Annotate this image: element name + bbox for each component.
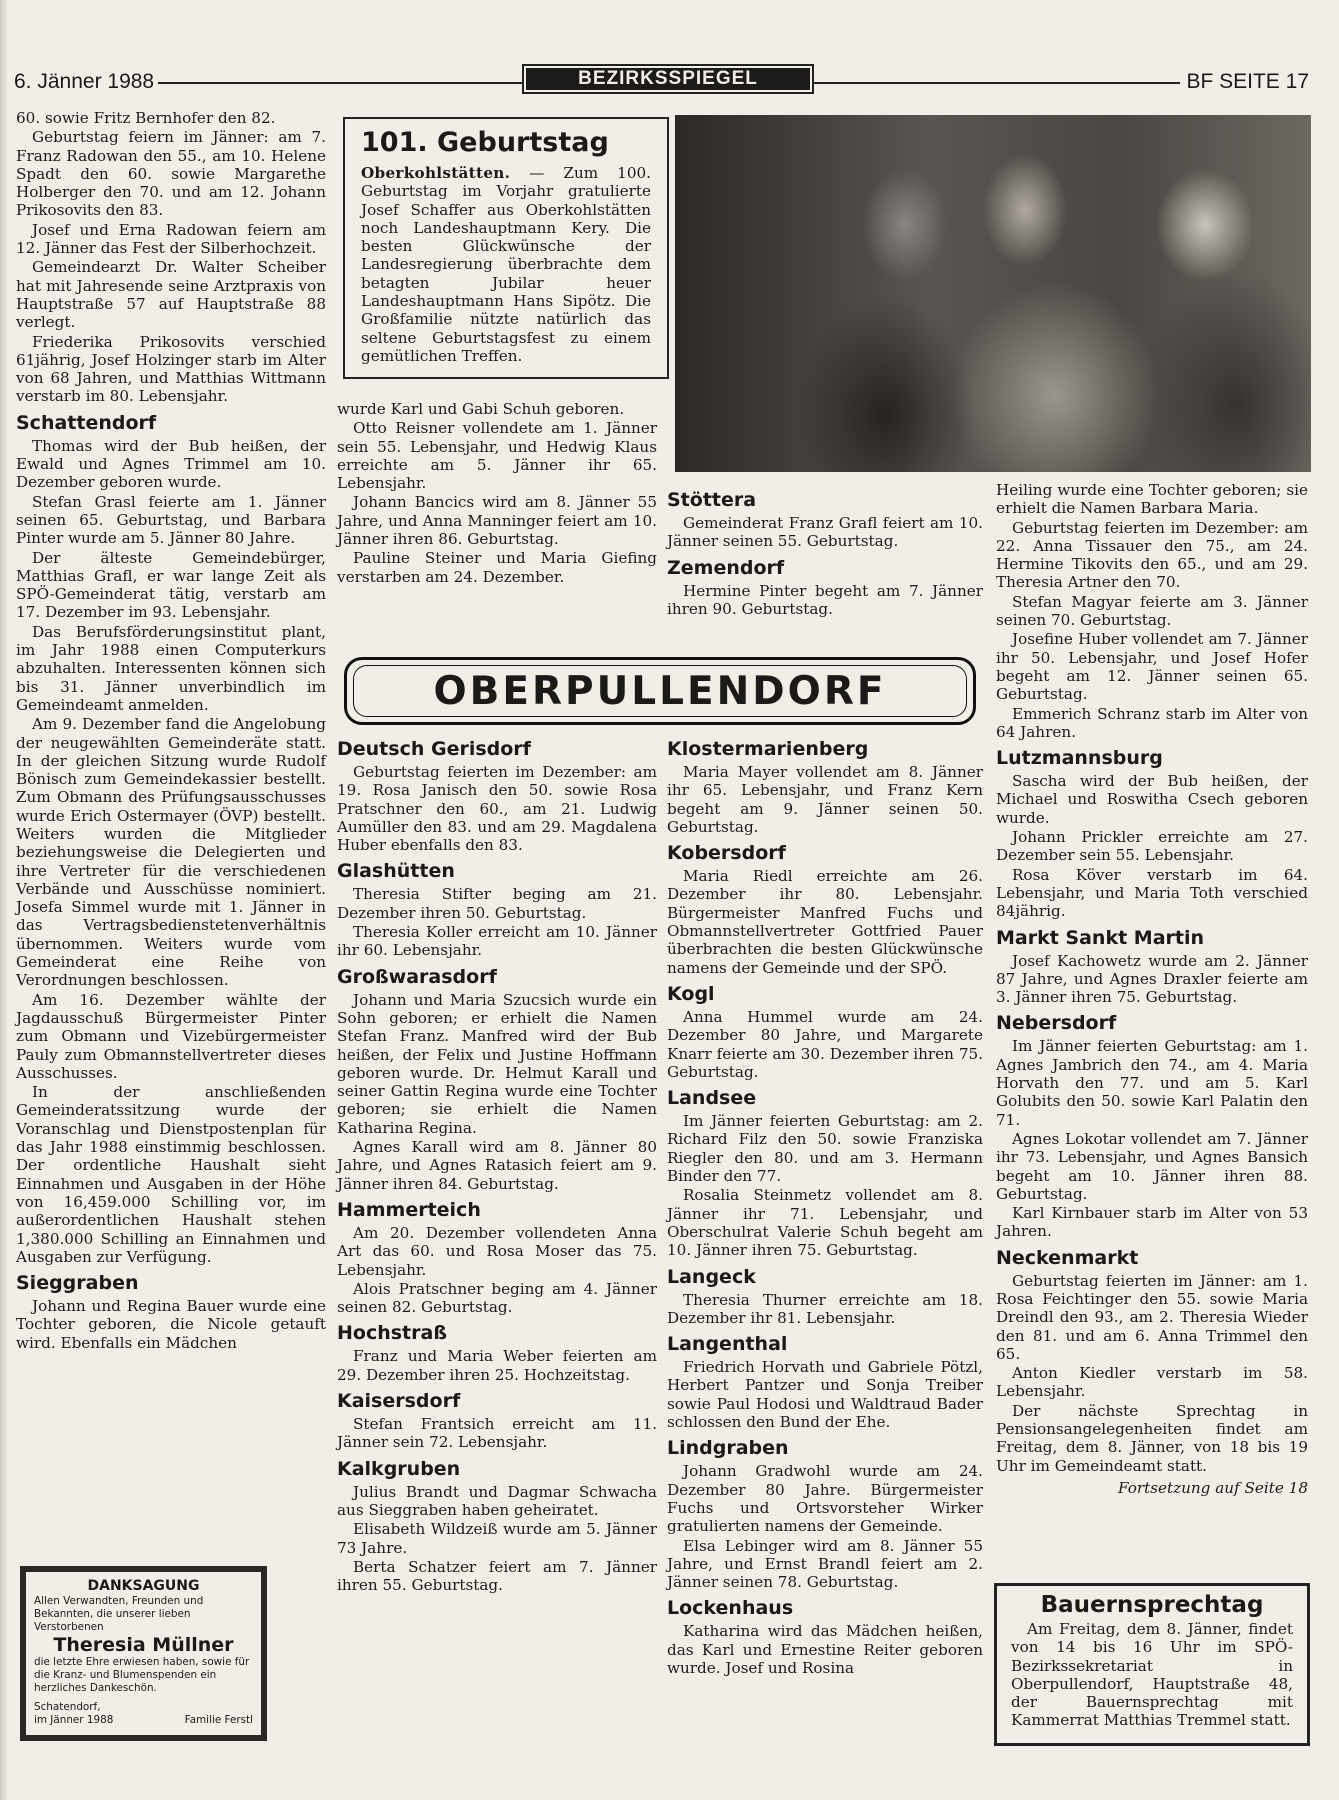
paragraph: Der älteste Gemeindebürger, Matthias Grafl, er war lange Zeit als SPÖ-Gemeinderat tätig, verstarb am 17. Dezember im 93. Lebensjahr. [16, 548, 326, 622]
paragraph: Im Jänner feierten Geburtstag: am 2. Richard Filz den 50. sowie Franziska Riegler den 80. und am 3. Hermann Binder den 77. [667, 1112, 983, 1186]
paragraph: Friedrich Horvath und Gabriele Pötzl, Herbert Pantzer und Sonja Treiber sowie Paul Hodosi und Waldtraud Bader schlossen den Bund der Ehe. [667, 1358, 983, 1432]
paragraph: Gemeindearzt Dr. Walter Scheiber hat mit Jahresende seine Arztpraxis von Hauptstraße 57 auf Hauptstraße 88 verlegt. [16, 258, 326, 332]
paragraph: Berta Schatzer feiert am 7. Jänner ihren 55. Geburtstag. [337, 1557, 657, 1595]
paragraph: Julius Brandt und Dagmar Schwacha aus Sieggraben haben geheiratet. [337, 1482, 657, 1519]
danksagung-notice [20, 1566, 267, 1741]
paragraph: Karl Kirnbauer starb im Alter von 53 Jahren. [996, 1204, 1308, 1241]
paragraph: Pauline Steiner und Maria Giefing verstarben am 24. Dezember. [337, 549, 657, 586]
paragraph: Im Jänner feierten Geburtstag: am 1. Agnes Jambrich den 74., am 4. Maria Horvath den 77. und am 5. Karl Golubits den 50. sowie Karl Palatin den 71. [996, 1037, 1308, 1129]
place-heading: Kaisersdorf [337, 1390, 461, 1413]
notice-intro: Allen Verwandten, Freunden und Bekannten, die unserer lieben Verstorbenen [34, 1595, 204, 1633]
column-3-top [667, 483, 983, 619]
place-heading: Lindgraben [667, 1437, 789, 1460]
paragraph: Stefan Magyar feierte am 3. Jänner seinen 70. Geburtstag. [996, 592, 1308, 630]
paragraph: Alois Pratschner beging am 4. Jänner seinen 82. Geburtstag. [337, 1279, 657, 1317]
paragraph: Der nächste Sprechtag in Pensionsangelegenheiten findet am Freitag, dem 8. Jänner, von 18 bis 19 Uhr im Gemeindeamt statt. [996, 1401, 1308, 1475]
paragraph: Theresia Koller erreicht am 10. Jänner ihr 60. Lebensjahr. [337, 923, 657, 960]
paragraph: Geburtstag feierten im Dezember: am 19. Rosa Janisch den 50. sowie Rosa Pratschner den 60., am 21. Ludwig Aumüller den 83. und am 29. Magdalena Huber ebenfalls den 83. [337, 763, 657, 855]
notice-body: die letzte Ehre erwiesen haben, sowie für die Kranz- und Blumenspenden ein herzliches Dankeschön. [34, 1656, 250, 1694]
column-4 [996, 481, 1308, 1497]
paragraph: Maria Riedl erreichte am 26. Dezember ihr 80. Lebensjahr. Bürgermeister Manfred Fuchs und Obmannstellvertreter Gottfried Pauer überbrachten die besten Glückwünsche namens der Gemeinde und der SPÖ. [667, 867, 983, 977]
paragraph: Theresia Thurner erreichte am 18. Dezember ihr 81. Lebensjahr. [667, 1290, 983, 1327]
paragraph: Rosa Köver verstarb im 64. Lebensjahr, und Maria Toth verschied 84jährig. [996, 865, 1308, 921]
place-heading: Großwarasdorf [337, 965, 497, 988]
paragraph: Anna Hummel wurde am 24. Dezember 80 Jahre, und Margarete Knarr feierte am 30. Dezember ihren 75. Geburtstag. [667, 1007, 983, 1081]
section-label [522, 64, 814, 94]
place-heading: Kobersdorf [667, 842, 786, 865]
paragraph: In der anschließenden Gemeinderatssitzung wurde der Voranschlag und Dienstpostenplan für das Jahr 1988 einstimmig beschlossen. Der ordentliche Haushalt sieht Einnahmen und Ausgaben in der Höhe von 16,459.000 Schilling vor, im außerordentlichen Haushalt stehen 1,380.000 Schilling an Einnahmen und Ausgaben zur Verfügung. [16, 1083, 326, 1266]
deceased-name: Theresia Müllner [53, 1634, 234, 1656]
place-heading: Schattendorf [16, 411, 157, 434]
paragraph: Heiling wurde eine Tochter geboren; sie erhielt die Namen Barbara Maria. [996, 481, 1308, 518]
notice-date: im Jänner 1988 [34, 1714, 114, 1726]
paragraph: Elisabeth Wildzeiß wurde am 5. Jänner 73 Jahre. [337, 1520, 657, 1557]
box-title: Bauernsprechtag [1040, 1592, 1264, 1618]
column-2-top [337, 400, 657, 587]
place-heading: Glashütten [337, 860, 455, 883]
box-title: 101. Geburtstag [361, 127, 609, 158]
paragraph: 60. sowie Fritz Bernhofer den 82. [16, 109, 276, 127]
place-heading: Neckenmarkt [996, 1246, 1139, 1269]
paragraph: Johann und Maria Szucsich wurde ein Sohn geboren; er erhielt die Namen Stefan Franz. Manfred wird der Bub heißen, der Felix und Justine Hoffmann geboren wurde. Dr. Helmut Karall und seiner Gattin Regina wurde eine Tochter geboren; sie erhielt die Namen Katharina Regina. [337, 990, 657, 1137]
paragraph: Josef und Erna Radowan feiern am 12. Jänner das Fest der Silberhochzeit. [16, 220, 326, 258]
box-body: — Zum 100. Geburtstag im Vorjahr gratulierte Josef Schaffer aus Oberkohlstätten noch Landeshauptmann Kery. Die besten Glückwünsche der Landesregierung überbrachte dem betagten Jubilar heuer Landeshauptmann Hans Sipötz. Die Großfamilie nützte natürlich das seltene Geburtstagsfest zu einem gemütlichen Treffen. [361, 164, 651, 365]
box-text [361, 164, 651, 365]
birthday-photo [675, 115, 1311, 472]
place-heading: Nebersdorf [996, 1012, 1117, 1035]
birthday-101-box [343, 117, 669, 379]
paragraph: Emmerich Schranz starb im Alter von 64 Jahren. [996, 704, 1308, 741]
paragraph: Johann Gradwohl wurde am 24. Dezember 80 Jahre. Bürgermeister Fuchs und Ortsvorsteher Wirker gratulierten namens der Gemeinde. [667, 1462, 983, 1536]
banner-title: OBERPULLENDORF [353, 665, 967, 717]
paragraph: Theresia Stifter beging am 21. Dezember ihren 50. Geburtstag. [337, 885, 657, 922]
paragraph: Das Berufsförderungsinstitut plant, im Jahr 1988 einen Computerkurs abzuhalten. Interessenten können sich bis 31. Jänner unverbindlich im Gemeindeamt anmelden. [16, 622, 326, 714]
place-heading: Kogl [667, 982, 715, 1005]
place-heading: Hammerteich [337, 1198, 481, 1221]
continuation-note: Fortsetzung auf Seite 18 [1118, 1478, 1308, 1497]
paragraph: Thomas wird der Bub heißen, der Ewald und Agnes Trimmel am 10. Dezember geboren wurde. [16, 436, 326, 492]
paragraph: Friederika Prikosovits verschied 61jährig, Josef Holzinger starb im Alter von 68 Jahren, und Matthias Wittmann verstarb im 80. Lebensjahr. [16, 332, 326, 406]
column-2 [337, 732, 657, 1595]
place-heading: Markt Sankt Martin [996, 926, 1205, 949]
paragraph: Johann und Regina Bauer wurde eine Tochter geboren, die Nicole getauft wird. Ebenfalls ein Mädchen [16, 1297, 326, 1352]
paragraph: Elsa Lebinger wird am 8. Jänner 55 Jahre, und Ernst Brandl feiert am 2. Jänner seinen 78. Geburtstag. [667, 1536, 983, 1592]
paragraph: Johann Prickler erreichte am 27. Dezember sein 55. Lebensjahr. [996, 828, 1308, 865]
paragraph: Franz und Maria Weber feierten am 29. Dezember ihren 25. Hochzeitstag. [337, 1347, 657, 1384]
box-text: Am Freitag, dem 8. Jänner, findet von 14 bis 16 Uhr im SPÖ-Bezirkssekretariat in Oberpullendorf, Hauptstraße 48, der Bauernsprechtag mit Kammerrat Matthias Tremmel statt. [1011, 1620, 1293, 1730]
place-heading: Landsee [667, 1087, 757, 1110]
paragraph: Hermine Pinter begeht am 7. Jänner ihren 90. Geburtstag. [667, 581, 983, 618]
page-number: BF SEITE 17 [1180, 70, 1309, 94]
place-heading: Sieggraben [16, 1272, 139, 1295]
paragraph: Am 9. Dezember fand die Angelobung der neugewählten Gemeinderäte statt. In der gleichen Sitzung wurde Rudolf Bönisch zum Gemeindekassier bestellt. Zum Obmann des Prüfungsausschusses wurde Erich Ostermayer (ÖVP) bestellt. Weiters wurden die Mitglieder beziehungsweise die Delegierten und ihre Vertreter für die verschiedenen Verbände und Ausschüsse nominiert. Josefa Simmel wurde mit 1. Jänner in das Vertragsbedienstetenverhältnis übernommen. Weiters wurde vom Gemeinderat eine Reihe von Verordnungen beschlossen. [16, 715, 326, 990]
paragraph: Agnes Lokotar vollendet am 7. Jänner ihr 73. Lebensjahr, und Agnes Bansich begeht am 10. Jänner ihren 88. Geburtstag. [996, 1129, 1308, 1203]
paragraph: wurde Karl und Gabi Schuh geboren. [337, 400, 625, 418]
paragraph: Gemeinderat Franz Grafl feiert am 10. Jänner seinen 55. Geburtstag. [667, 514, 983, 551]
page-header [14, 68, 1309, 98]
paragraph: Anton Kiedler verstarb im 58. Lebensjahr. [996, 1364, 1308, 1401]
place-heading: Deutsch Gerisdorf [337, 738, 531, 760]
paragraph: Johann Bancics wird am 8. Jänner 55 Jahre, und Anna Manninger feiert am 10. Jänner ihren 86. Geburtstag. [337, 493, 657, 549]
page-gutter [0, 0, 8, 1800]
paragraph: Maria Mayer vollendet am 8. Jänner ihr 65. Lebensjahr, und Franz Kern begeht am 9. Jänner seinen 50. Geburtstag. [667, 763, 983, 836]
place-heading: Klostermarienberg [667, 738, 869, 760]
oberpullendorf-banner [344, 657, 976, 725]
place-heading: Stöttera [667, 489, 757, 511]
paragraph: Agnes Karall wird am 8. Jänner 80 Jahre, und Agnes Ratasich feiert am 9. Jänner ihren 84. Geburtstag. [337, 1138, 657, 1193]
paragraph: Josef Kachowetz wurde am 2. Jänner 87 Jahre, und Agnes Draxler feierte am 3. Jänner ihren 75. Geburtstag. [996, 951, 1308, 1007]
place-heading: Langeck [667, 1265, 756, 1288]
notice-title: DANKSAGUNG [87, 1578, 200, 1594]
notice-place: Schatendorf, [34, 1701, 101, 1713]
column-3 [667, 732, 983, 1678]
paragraph: Otto Reisner vollendete am 1. Jänner sein 55. Lebensjahr, und Hedwig Klaus erreichte am 5. Jänner ihr 65. Lebensjahr. [337, 419, 657, 493]
paragraph: Geburtstag feiern im Jänner: am 7. Franz Radowan den 55., am 10. Helene Spadt den 60. sowie Margarethe Holberger den 70. und am 12. Johann Prikosovits den 83. [16, 128, 326, 220]
place-heading: Lutzmannsburg [996, 747, 1163, 770]
paragraph: Josefine Huber vollendet am 7. Jänner ihr 50. Lebensjahr, und Josef Hofer begeht am 12. Jänner seinen 65. Geburtstag. [996, 630, 1308, 704]
notice-signature: Familie Ferstl [184, 1714, 253, 1726]
box-place: Oberkohlstätten. [361, 164, 511, 182]
paragraph: Sascha wird der Bub heißen, der Michael und Roswitha Csech geboren wurde. [996, 772, 1308, 827]
paragraph: Stefan Grasl feierte am 1. Jänner seinen 65. Geburtstag, und Barbara Pinter wurde am 5. Jänner 80 Jahre. [16, 492, 326, 548]
issue-date: 6. Jänner 1988 [14, 70, 158, 94]
column-1 [16, 109, 326, 1353]
paragraph: Am 20. Dezember vollendeten Anna Art das 60. und Rosa Moser das 75. Lebensjahr. [337, 1223, 657, 1279]
place-heading: Kalkgruben [337, 1457, 461, 1480]
place-heading: Langenthal [667, 1333, 788, 1356]
paragraph: Katharina wird das Mädchen heißen, das Karl und Ernestine Reiter geboren wurde. Josef und Rosina [667, 1622, 983, 1677]
paragraph: Rosalia Steinmetz vollendet am 8. Jänner ihr 71. Lebensjahr, und Oberschulrat Valerie Schuh begeht am 10. Jänner ihren 75. Geburtstag. [667, 1186, 983, 1260]
bauernsprechtag-box [994, 1583, 1310, 1746]
paragraph: Am 16. Dezember wählte der Jagdausschuß Bürgermeister Pinter zum Obmann und Vizebürgermeister Pauly zum Obmannstellvertreter dieses Ausschusses. [16, 990, 326, 1082]
paragraph: Geburtstag feierten im Jänner: am 1. Rosa Feichtinger den 55. sowie Maria Dreindl den 93., am 2. Theresia Wieder den 81. und am 6. Anna Trimmel den 65. [996, 1271, 1308, 1363]
paragraph: Geburtstag feierten im Dezember: am 22. Anna Tissauer den 75., am 24. Hermine Tikovits den 65., und am 29. Theresia Artner den 70. [996, 518, 1308, 592]
place-heading: Hochstraß [337, 1322, 447, 1345]
section-title: BEZIRKSSPIEGEL [526, 68, 810, 90]
place-heading: Zemendorf [667, 556, 785, 579]
place-heading: Lockenhaus [667, 1597, 794, 1620]
paragraph: Stefan Frantsich erreicht am 11. Jänner sein 72. Lebensjahr. [337, 1415, 657, 1452]
